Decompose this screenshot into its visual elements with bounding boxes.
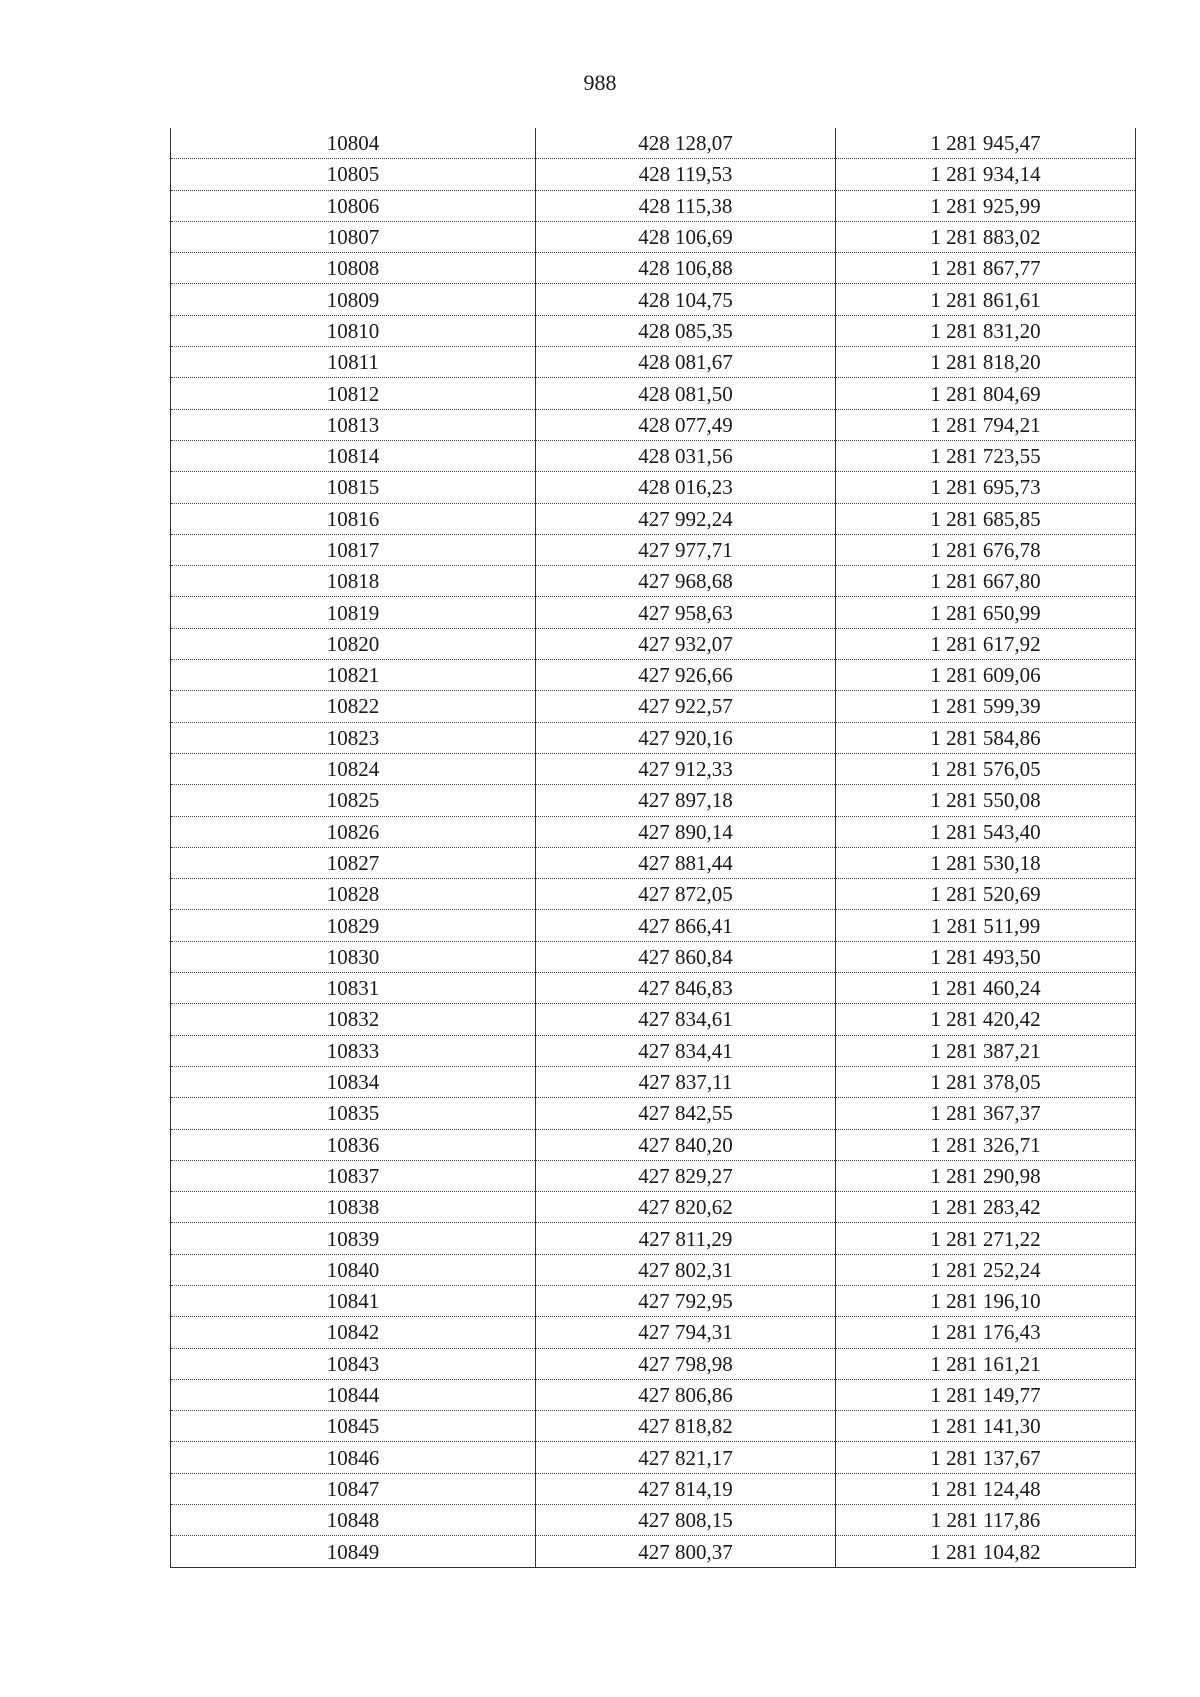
- table-row: [171, 284, 1136, 315]
- table-row: [171, 1223, 1136, 1254]
- x-coordinate-cell: 427 834,41: [536, 1035, 836, 1066]
- point-number-cell: 10832: [171, 1004, 536, 1035]
- y-coordinate-cell: 1 281 196,10: [836, 1285, 1136, 1316]
- point-number-cell: 10831: [171, 973, 536, 1004]
- table-row: [171, 221, 1136, 252]
- point-number-cell: 10843: [171, 1348, 536, 1379]
- y-coordinate-cell: 1 281 543,40: [836, 816, 1136, 847]
- table-row: [171, 1411, 1136, 1442]
- y-coordinate-cell: 1 281 271,22: [836, 1223, 1136, 1254]
- y-coordinate-cell: 1 281 650,99: [836, 597, 1136, 628]
- y-coordinate-cell: 1 281 667,80: [836, 566, 1136, 597]
- x-coordinate-cell: 427 920,16: [536, 722, 836, 753]
- y-coordinate-cell: 1 281 530,18: [836, 847, 1136, 878]
- table-row: [171, 597, 1136, 628]
- table-row: [171, 1505, 1136, 1536]
- table-row: [171, 785, 1136, 816]
- table-row: [171, 910, 1136, 941]
- y-coordinate-cell: 1 281 695,73: [836, 472, 1136, 503]
- table-row: [171, 660, 1136, 691]
- x-coordinate-cell: 427 800,37: [536, 1536, 836, 1567]
- table-row: [171, 159, 1136, 190]
- y-coordinate-cell: 1 281 326,71: [836, 1129, 1136, 1160]
- y-coordinate-cell: 1 281 804,69: [836, 378, 1136, 409]
- point-number-cell: 10826: [171, 816, 536, 847]
- point-number-cell: 10807: [171, 221, 536, 252]
- y-coordinate-cell: 1 281 609,06: [836, 660, 1136, 691]
- x-coordinate-cell: 428 104,75: [536, 284, 836, 315]
- table-row: [171, 1442, 1136, 1473]
- table-row: [171, 315, 1136, 346]
- table-row: [171, 628, 1136, 659]
- table-row: [171, 503, 1136, 534]
- y-coordinate-cell: 1 281 934,14: [836, 159, 1136, 190]
- point-number-cell: 10838: [171, 1192, 536, 1223]
- point-number-cell: 10834: [171, 1066, 536, 1097]
- x-coordinate-cell: 427 811,29: [536, 1223, 836, 1254]
- table-row: [171, 472, 1136, 503]
- point-number-cell: 10833: [171, 1035, 536, 1066]
- x-coordinate-cell: 427 977,71: [536, 534, 836, 565]
- point-number-cell: 10817: [171, 534, 536, 565]
- table-row: [171, 1192, 1136, 1223]
- y-coordinate-cell: 1 281 420,42: [836, 1004, 1136, 1035]
- table-row: [171, 1129, 1136, 1160]
- point-number-cell: 10829: [171, 910, 536, 941]
- table-row: [171, 691, 1136, 722]
- table-row: [171, 1035, 1136, 1066]
- x-coordinate-cell: 427 912,33: [536, 753, 836, 784]
- y-coordinate-cell: 1 281 149,77: [836, 1379, 1136, 1410]
- point-number-cell: 10811: [171, 347, 536, 378]
- point-number-cell: 10821: [171, 660, 536, 691]
- x-coordinate-cell: 427 840,20: [536, 1129, 836, 1160]
- y-coordinate-cell: 1 281 867,77: [836, 253, 1136, 284]
- point-number-cell: 10814: [171, 440, 536, 471]
- table-row: [171, 190, 1136, 221]
- table-row: [171, 1285, 1136, 1316]
- x-coordinate-cell: 428 115,38: [536, 190, 836, 221]
- table-row: [171, 253, 1136, 284]
- point-number-cell: 10822: [171, 691, 536, 722]
- y-coordinate-cell: 1 281 550,08: [836, 785, 1136, 816]
- point-number-cell: 10824: [171, 753, 536, 784]
- point-number-cell: 10816: [171, 503, 536, 534]
- table-row: [171, 409, 1136, 440]
- x-coordinate-cell: 428 081,67: [536, 347, 836, 378]
- x-coordinate-cell: 427 834,61: [536, 1004, 836, 1035]
- x-coordinate-cell: 428 085,35: [536, 315, 836, 346]
- y-coordinate-cell: 1 281 723,55: [836, 440, 1136, 471]
- point-number-cell: 10840: [171, 1254, 536, 1285]
- point-number-cell: 10812: [171, 378, 536, 409]
- point-number-cell: 10847: [171, 1473, 536, 1504]
- y-coordinate-cell: 1 281 290,98: [836, 1160, 1136, 1191]
- point-number-cell: 10828: [171, 879, 536, 910]
- x-coordinate-cell: 427 794,31: [536, 1317, 836, 1348]
- table-row: [171, 1004, 1136, 1035]
- x-coordinate-cell: 427 837,11: [536, 1066, 836, 1097]
- x-coordinate-cell: 427 866,41: [536, 910, 836, 941]
- table-row: [171, 128, 1136, 159]
- point-number-cell: 10845: [171, 1411, 536, 1442]
- table-row: [171, 1098, 1136, 1129]
- x-coordinate-cell: 427 897,18: [536, 785, 836, 816]
- point-number-cell: 10819: [171, 597, 536, 628]
- x-coordinate-cell: 427 860,84: [536, 941, 836, 972]
- y-coordinate-cell: 1 281 367,37: [836, 1098, 1136, 1129]
- y-coordinate-cell: 1 281 176,43: [836, 1317, 1136, 1348]
- point-number-cell: 10805: [171, 159, 536, 190]
- point-number-cell: 10848: [171, 1505, 536, 1536]
- table-row: [171, 879, 1136, 910]
- y-coordinate-cell: 1 281 883,02: [836, 221, 1136, 252]
- point-number-cell: 10804: [171, 128, 536, 159]
- x-coordinate-cell: 427 846,83: [536, 973, 836, 1004]
- table-row: [171, 534, 1136, 565]
- x-coordinate-cell: 427 932,07: [536, 628, 836, 659]
- y-coordinate-cell: 1 281 945,47: [836, 128, 1136, 159]
- y-coordinate-cell: 1 281 676,78: [836, 534, 1136, 565]
- x-coordinate-cell: 427 926,66: [536, 660, 836, 691]
- y-coordinate-cell: 1 281 141,30: [836, 1411, 1136, 1442]
- y-coordinate-cell: 1 281 252,24: [836, 1254, 1136, 1285]
- point-number-cell: 10809: [171, 284, 536, 315]
- x-coordinate-cell: 427 842,55: [536, 1098, 836, 1129]
- point-number-cell: 10818: [171, 566, 536, 597]
- table-row: [171, 1473, 1136, 1504]
- x-coordinate-cell: 427 820,62: [536, 1192, 836, 1223]
- x-coordinate-cell: 427 802,31: [536, 1254, 836, 1285]
- x-coordinate-cell: 427 792,95: [536, 1285, 836, 1316]
- x-coordinate-cell: 427 992,24: [536, 503, 836, 534]
- y-coordinate-cell: 1 281 283,42: [836, 1192, 1136, 1223]
- y-coordinate-cell: 1 281 818,20: [836, 347, 1136, 378]
- table-row: [171, 941, 1136, 972]
- table-row: [171, 973, 1136, 1004]
- table-row: [171, 847, 1136, 878]
- point-number-cell: 10825: [171, 785, 536, 816]
- point-number-cell: 10839: [171, 1223, 536, 1254]
- y-coordinate-cell: 1 281 599,39: [836, 691, 1136, 722]
- point-number-cell: 10806: [171, 190, 536, 221]
- table-row: [171, 1317, 1136, 1348]
- x-coordinate-cell: 427 821,17: [536, 1442, 836, 1473]
- y-coordinate-cell: 1 281 124,48: [836, 1473, 1136, 1504]
- y-coordinate-cell: 1 281 576,05: [836, 753, 1136, 784]
- point-number-cell: 10813: [171, 409, 536, 440]
- table-row: [171, 1536, 1136, 1567]
- y-coordinate-cell: 1 281 520,69: [836, 879, 1136, 910]
- x-coordinate-cell: 427 872,05: [536, 879, 836, 910]
- x-coordinate-cell: 427 890,14: [536, 816, 836, 847]
- table-row: [171, 722, 1136, 753]
- table-row: [171, 1066, 1136, 1097]
- x-coordinate-cell: 428 077,49: [536, 409, 836, 440]
- x-coordinate-cell: 428 031,56: [536, 440, 836, 471]
- y-coordinate-cell: 1 281 511,99: [836, 910, 1136, 941]
- x-coordinate-cell: 428 106,88: [536, 253, 836, 284]
- table-row: [171, 1379, 1136, 1410]
- point-number-cell: 10823: [171, 722, 536, 753]
- point-number-cell: 10808: [171, 253, 536, 284]
- y-coordinate-cell: 1 281 493,50: [836, 941, 1136, 972]
- y-coordinate-cell: 1 281 794,21: [836, 409, 1136, 440]
- point-number-cell: 10835: [171, 1098, 536, 1129]
- x-coordinate-cell: 427 814,19: [536, 1473, 836, 1504]
- table-row: [171, 1254, 1136, 1285]
- y-coordinate-cell: 1 281 387,21: [836, 1035, 1136, 1066]
- table-row: [171, 347, 1136, 378]
- y-coordinate-cell: 1 281 584,86: [836, 722, 1136, 753]
- table-row: [171, 566, 1136, 597]
- point-number-cell: 10820: [171, 628, 536, 659]
- point-number-cell: 10841: [171, 1285, 536, 1316]
- point-number-cell: 10827: [171, 847, 536, 878]
- x-coordinate-cell: 428 016,23: [536, 472, 836, 503]
- y-coordinate-cell: 1 281 117,86: [836, 1505, 1136, 1536]
- x-coordinate-cell: 428 106,69: [536, 221, 836, 252]
- page-number: 988: [583, 70, 617, 95]
- point-number-cell: 10836: [171, 1129, 536, 1160]
- y-coordinate-cell: 1 281 831,20: [836, 315, 1136, 346]
- y-coordinate-cell: 1 281 925,99: [836, 190, 1136, 221]
- table-row: [171, 816, 1136, 847]
- table-row: [171, 753, 1136, 784]
- x-coordinate-cell: 427 829,27: [536, 1160, 836, 1191]
- y-coordinate-cell: 1 281 685,85: [836, 503, 1136, 534]
- y-coordinate-cell: 1 281 161,21: [836, 1348, 1136, 1379]
- point-number-cell: 10849: [171, 1536, 536, 1567]
- table-row: [171, 1160, 1136, 1191]
- x-coordinate-cell: 427 922,57: [536, 691, 836, 722]
- table-row: [171, 440, 1136, 471]
- x-coordinate-cell: 427 806,86: [536, 1379, 836, 1410]
- y-coordinate-cell: 1 281 460,24: [836, 973, 1136, 1004]
- x-coordinate-cell: 427 968,68: [536, 566, 836, 597]
- point-number-cell: 10837: [171, 1160, 536, 1191]
- point-number-cell: 10844: [171, 1379, 536, 1410]
- x-coordinate-cell: 428 081,50: [536, 378, 836, 409]
- table-row: [171, 1348, 1136, 1379]
- x-coordinate-cell: 427 958,63: [536, 597, 836, 628]
- x-coordinate-cell: 427 798,98: [536, 1348, 836, 1379]
- y-coordinate-cell: 1 281 861,61: [836, 284, 1136, 315]
- point-number-cell: 10815: [171, 472, 536, 503]
- table-row: [171, 378, 1136, 409]
- point-number-cell: 10842: [171, 1317, 536, 1348]
- x-coordinate-cell: 428 128,07: [536, 128, 836, 159]
- point-number-cell: 10846: [171, 1442, 536, 1473]
- table-body: [171, 128, 1136, 1567]
- point-number-cell: 10810: [171, 315, 536, 346]
- y-coordinate-cell: 1 281 617,92: [836, 628, 1136, 659]
- point-number-cell: 10830: [171, 941, 536, 972]
- y-coordinate-cell: 1 281 137,67: [836, 1442, 1136, 1473]
- x-coordinate-cell: 427 808,15: [536, 1505, 836, 1536]
- y-coordinate-cell: 1 281 378,05: [836, 1066, 1136, 1097]
- x-coordinate-cell: 427 818,82: [536, 1411, 836, 1442]
- x-coordinate-cell: 428 119,53: [536, 159, 836, 190]
- y-coordinate-cell: 1 281 104,82: [836, 1536, 1136, 1567]
- x-coordinate-cell: 427 881,44: [536, 847, 836, 878]
- coordinates-table: [170, 128, 1136, 1568]
